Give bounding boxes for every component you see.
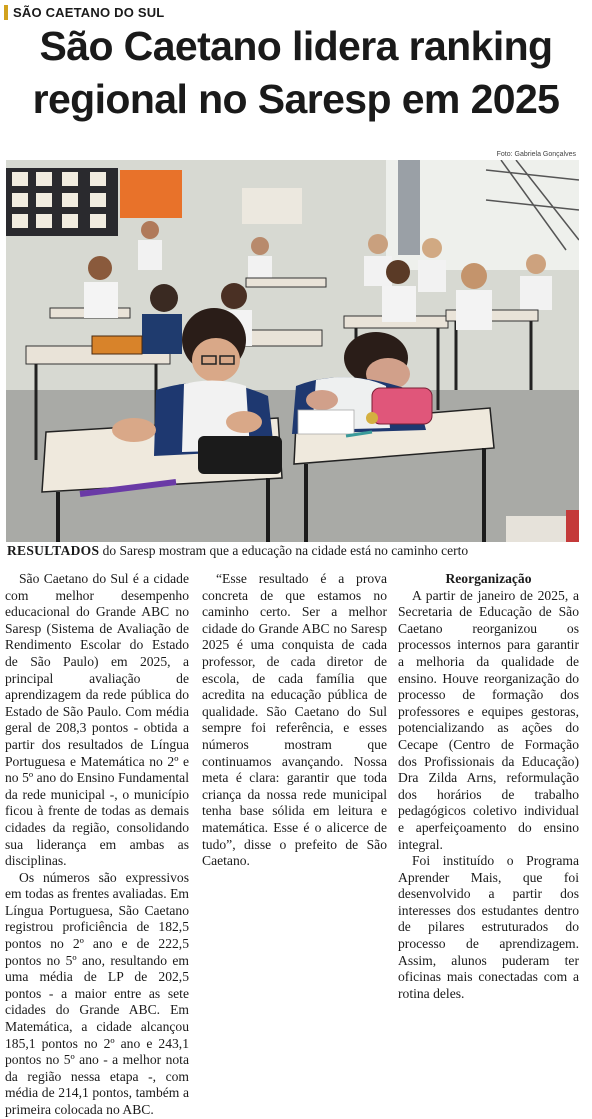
subhead-reorganizacao: Reorganização [445,571,532,586]
paragraph-3: “Esse resultado é a prova concreta de que estamos no caminho certo. Ser a melhor cidade do Grande ABC no Saresp 2025 é uma conquista de cada professor, de cada diretor de escola, de cada família que acredita na educação pública de qualidade. São Caetano do Sul sempre foi referência, e esses números mostram que continuamos avançando. Nossa meta é clara: garantir que toda criança da nossa rede municipal tenha base sólida em leitura e matemática. Esse é o alicerce de tudo”, disse o prefeito de São Caetano. [202,571,387,869]
paragraph-5: Foi instituído o Programa Aprender Mais, que foi desenvolvido a partir dos interesses dos estudantes dentro de pilares estruturados do processo de aprendizagem. Assim, alunos puderam ter oficinas mais conectadas com a rotina deles. [398,853,579,1001]
headline-line-1: São Caetano lidera ranking [39,23,553,69]
article-column-2 [202,571,387,870]
caption-text: do Saresp mostram que a educação na cidade está no caminho certo [99,543,469,558]
photo-caption [7,542,587,560]
article-column-3 [398,571,579,1002]
section-kicker [4,3,164,21]
headline [0,20,592,126]
paragraph-1: São Caetano do Sul é a cidade com melhor desempenho educacional do Grande ABC no Saresp (Sistema de Avaliação de Rendimento Escolar do Estado de São Paulo) em 2025, a principal avaliação de aprendizagem da rede pública do Estado de São Paulo. Com média geral de 208,3 pontos - obtida a partir dos resultados de Língua Portuguesa e Matemática no 2º e no 5º ano do Ensino Fundamental da rede municipal -, o município ficou à frente de todas as demais cidades da região, consolidando sua liderança em ambas as disciplinas. [5,571,189,869]
classroom-photo [6,160,579,542]
headline-line-2: regional no Saresp em 2025 [32,76,560,122]
kicker-label: SÃO CAETANO DO SUL [13,4,165,20]
photo-credit: Foto: Gabriela Gonçalves [496,151,576,158]
paragraph-4: A partir de janeiro de 2025, a Secretaria de Educação de São Caetano reorganizou os processos internos para garantir a melhoria da qualidade de ensino. Houve reorganização do processo de formação dos professores e equipes gestoras, potencializando as ações do Cecape (Centro de Formação dos Profissionais da Educação) Dra Zilda Arns, reformulação dos horários de trabalho pedagógicos coletivo individual e aperfeiçoamento do ensino integral. [398,587,579,852]
kicker-accent-bar [4,5,8,20]
article-column-1 [5,571,189,1119]
caption-lead: RESULTADOS [7,543,100,558]
paragraph-2: Os números são expressivos em todas as frentes avaliadas. Em Língua Portuguesa, São Caetano registrou proficiência de 182,5 pontos no 2º ano e de 222,5 pontos no 5º ano, resultando em uma média de LP de 202,5 pontos - a maior entre as sete cidades do Grande ABC. Em Matemática, a cidade alcançou 185,1 pontos no 2º ano e 243,1 pontos no 5º ano - a melhor nota da região nessa etapa -, com média de 214,1 pontos, também a primeira colocada no ABC. [5,869,189,1117]
